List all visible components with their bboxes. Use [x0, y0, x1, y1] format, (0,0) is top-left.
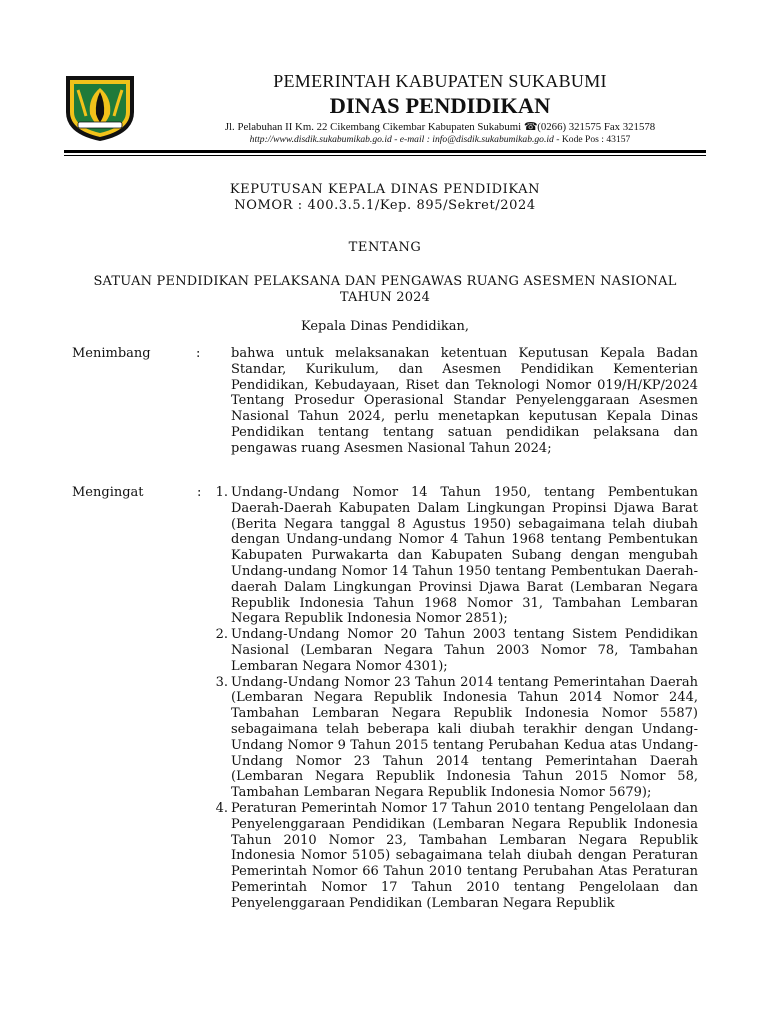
- list-item-number: 2.: [215, 627, 228, 643]
- decree-subject-line2: TAHUN 2024: [339, 290, 431, 305]
- list-item-number: 4.: [215, 800, 228, 816]
- letterhead: [160, 70, 720, 146]
- address-line: [160, 120, 720, 134]
- contact-line: [160, 134, 720, 146]
- list-item: [198, 801, 698, 912]
- decree-about: TENTANG: [348, 240, 422, 255]
- postal-code: - Kode Pos : 43157: [556, 134, 631, 145]
- list-item: [198, 675, 698, 801]
- list-item-text: Undang-Undang Nomor 23 Tahun 2014 tentang Pemerintahan Daerah (Lembaran Negara Republik Indonesia Tahun 2014 Nomor 244, Tambahan Lembaran Negara Republik Indonesia Nomor 5587) sebagaimana telah beberapa kali diubah terakhir dengan Undang-Undang Nomor 9 Tahun 2015 tentang Perubahan Kedua atas Undang-Undang Nomor 23 Tahun 2014 tentang Pemerintahan Daerah (Lembaran Negara Republik Indonesia Tahun 2015 Nomor 58, Tambahan Lembaran Negara Republik Indonesia Nomor 5679);: [231, 674, 698, 801]
- list-item-number: 3.: [215, 674, 228, 690]
- decree-title: [64, 182, 706, 214]
- list-item-text: Undang-Undang Nomor 20 Tahun 2003 tentang Sistem Pendidikan Nasional (Lembaran Negara Tahun 2003 Nomor 78, Tambahan Lembaran Negara Nomor 4301);: [231, 627, 698, 674]
- list-item: [198, 627, 698, 674]
- decree-issuer: Kepala Dinas Pendidikan,: [301, 319, 469, 334]
- considering-colon: :: [196, 346, 201, 361]
- regency-emblem-icon: [64, 72, 136, 142]
- decree-heading: KEPUTUSAN KEPALA DINAS PENDIDIKAN: [229, 182, 541, 197]
- list-item-text: Peraturan Pemerintah Nomor 17 Tahun 2010 tentang Pengelolaan dan Penyelenggaraan Pendidikan (Lembaran Negara Republik Indonesia Tahun 2010 Nomor 23, Tambahan Lembaran Negara Republik Indonesia Nomor 5105) sebagaimana telah diubah dengan Peraturan Pemerintah Nomor 66 Tahun 2010 tentang Perubahan Atas Peraturan Pemerintah Nomor 17 Tahun 2010 tentang Pengelolaan dan Penyelenggaraan Pendidikan (Lembaran Negara Republik: [231, 800, 698, 911]
- letterhead-divider-thick: [64, 150, 706, 153]
- decree-subject: [64, 274, 706, 306]
- recalling-label: Mengingat: [72, 485, 144, 500]
- list-item-number: 1.: [215, 485, 228, 500]
- list-item: [198, 485, 698, 627]
- decree-subject-line1: SATUAN PENDIDIKAN PELAKSANA DAN PENGAWAS RUANG ASESMEN NASIONAL: [93, 274, 677, 289]
- address: Jl. Pelabuhan II Km. 22 Cikembang Cikembar Kabupaten Sukabumi: [224, 121, 522, 133]
- considering-label: Menimbang: [72, 346, 151, 361]
- decree-number: NOMOR : 400.3.5.1/Kep. 895/Sekret/2024: [234, 198, 536, 213]
- website-link[interactable]: http://www.disdik.sukabumikab.go.id: [249, 134, 392, 145]
- considering-text: bahwa untuk melaksanakan ketentuan Keputusan Kepala Badan Standar, Kurikulum, dan Asesmen Pendidikan Kementerian Pendidikan, Kebudayaan, Riset dan Teknologi Nomor 019/H/KP/2024 Tentang Prosedur Operasional Standar Penyelenggaraan Asesmen Nasional Tahun 2024, perlu menetapkan keputusan Kepala Dinas Pendidikan tentang tentang satuan pendidikan pelaksana dan pengawas ruang Asesmen Nasional Tahun 2024;: [231, 346, 698, 456]
- recalling-list: [198, 485, 698, 912]
- email-link[interactable]: - e-mail : info@disdik.sukabumikab.go.id: [394, 134, 554, 145]
- recalling-colon: :: [197, 485, 202, 500]
- phone-fax: (0266) 321575 Fax 321578: [537, 121, 656, 133]
- list-item-text: Undang-Undang Nomor 14 Tahun 1950, tentang Pembentukan Daerah-Daerah Kabupaten Dalam Lingkungan Propinsi Djawa Barat (Berita Negara tanggal 8 Agustus 1950) sebagaimana telah diubah dengan Undang-undang Nomor 4 Tahun 1968 tentang Pembentukan Kabupaten Purwakarta dan Kabupaten Subang dengan mengubah Undang-undang Nomor 14 Tahun 1950 tentang Pembentukan Daerah-daerah Dalam Lingkungan Provinsi Djawa Barat (Lembaran Negara Republik Indonesia Tahun 1968 Nomor 31, Tambahan Lembaran Negara Republik Indonesia Nomor 2851);: [231, 485, 698, 627]
- telephone-icon: ☎: [523, 121, 538, 133]
- letterhead-divider-thin: [64, 155, 706, 156]
- agency-name: DINAS PENDIDIKAN: [329, 93, 551, 118]
- government-name: PEMERINTAH KABUPATEN SUKABUMI: [273, 71, 607, 91]
